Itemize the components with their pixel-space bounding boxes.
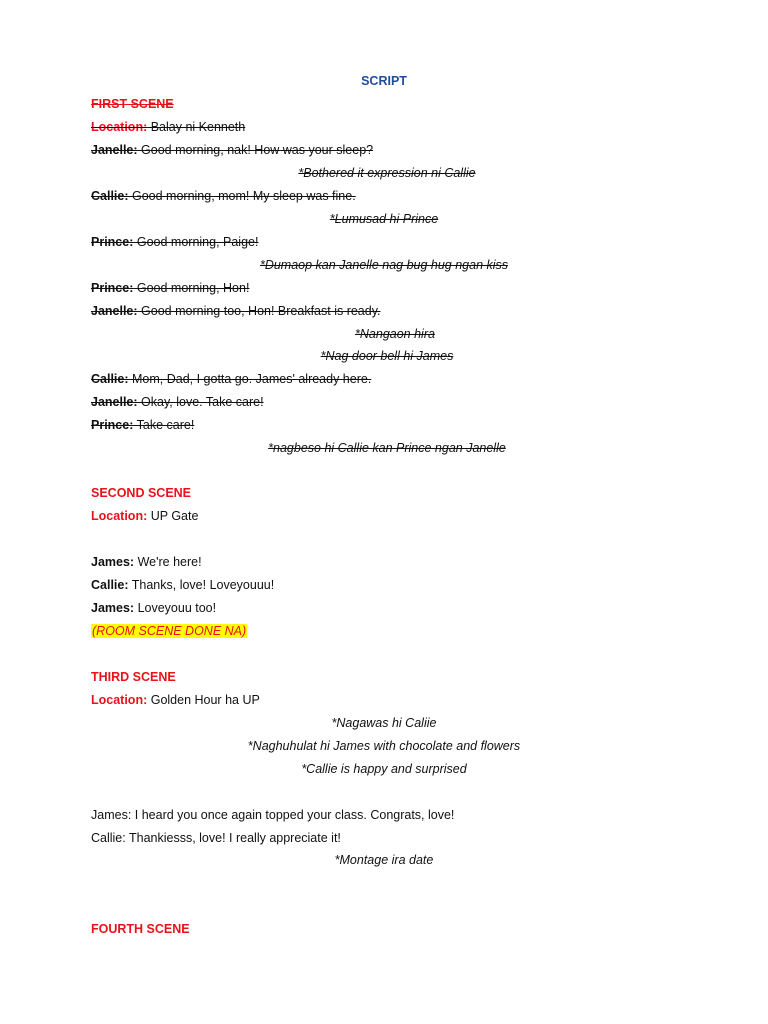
speaker-name: Prince: bbox=[91, 281, 134, 295]
third-scene-heading: THIRD SCENE bbox=[91, 670, 176, 684]
speaker-name: Callie: bbox=[91, 372, 129, 386]
dialogue-line bbox=[91, 371, 371, 387]
speaker-name: Janelle: bbox=[91, 304, 138, 318]
dialogue-line: James: I heard you once again topped your class. Congrats, love! bbox=[91, 808, 455, 822]
speaker-name: Callie: bbox=[91, 189, 129, 203]
dialogue-text: Okay, love. Take care! bbox=[137, 395, 264, 409]
stage-direction: *Dumaop kan Janelle nag bug hug ngan kiss bbox=[259, 258, 509, 272]
speaker-name: James: bbox=[91, 601, 135, 615]
stage-direction: *Nagawas hi Caliie bbox=[331, 716, 437, 730]
dialogue-line bbox=[91, 188, 356, 204]
location-value: Balay ni Kenneth bbox=[147, 120, 246, 134]
second-scene-location bbox=[91, 508, 198, 524]
stage-direction: *Nangaon hira bbox=[355, 327, 435, 341]
dialogue-line bbox=[91, 417, 194, 433]
highlighted-note bbox=[91, 623, 247, 639]
location-value: Golden Hour ha UP bbox=[147, 693, 260, 707]
dialogue-line bbox=[91, 394, 264, 410]
speaker-name: Janelle: bbox=[91, 143, 138, 157]
third-scene-location bbox=[91, 692, 260, 708]
stage-direction: *Lumusad hi Prince bbox=[329, 212, 439, 226]
location-label: Location: bbox=[91, 120, 148, 134]
room-scene-note: (ROOM SCENE DONE NA) bbox=[92, 624, 247, 638]
stage-direction: *Naghuhulat hi James with chocolate and flowers bbox=[247, 739, 521, 753]
first-scene-heading: FIRST SCENE bbox=[91, 97, 174, 111]
dialogue-text: Take care! bbox=[133, 418, 195, 432]
dialogue-line: Callie: Thankiesss, love! I really appreciate it! bbox=[91, 831, 341, 845]
speaker-name: Prince: bbox=[91, 235, 134, 249]
location-value: UP Gate bbox=[147, 509, 199, 523]
dialogue-line bbox=[91, 577, 274, 593]
speaker-name: Janelle: bbox=[91, 395, 138, 409]
script-title: SCRIPT bbox=[361, 74, 407, 88]
speaker-name: Prince: bbox=[91, 418, 134, 432]
dialogue-text: Loveyouu too! bbox=[134, 601, 217, 615]
dialogue-line bbox=[91, 554, 202, 570]
second-scene-heading: SECOND SCENE bbox=[91, 486, 192, 500]
dialogue-text: Good morning, nak! How was your sleep? bbox=[137, 143, 374, 157]
stage-direction: *Callie is happy and surprised bbox=[301, 762, 467, 776]
first-scene-location bbox=[91, 119, 245, 135]
speaker-name: James: bbox=[91, 555, 135, 569]
stage-direction: *Bothered it expression ni Callie bbox=[298, 166, 476, 180]
location-label: Location: bbox=[91, 509, 148, 523]
stage-direction: *Nag door bell hi James bbox=[320, 349, 454, 363]
location-label: Location: bbox=[91, 693, 148, 707]
dialogue-text: Mom, Dad, I gotta go. James' already here. bbox=[128, 372, 372, 386]
dialogue-line bbox=[91, 142, 373, 158]
dialogue-line bbox=[91, 280, 249, 296]
dialogue-text: We're here! bbox=[134, 555, 202, 569]
dialogue-line bbox=[91, 303, 381, 319]
stage-direction: *nagbeso hi Callie kan Prince ngan Janelle bbox=[268, 441, 506, 455]
dialogue-line bbox=[91, 234, 258, 250]
speaker-name: Callie: bbox=[91, 578, 129, 592]
dialogue-line bbox=[91, 600, 216, 616]
dialogue-text: Good morning, Hon! bbox=[133, 281, 250, 295]
fourth-scene-heading: FOURTH SCENE bbox=[91, 922, 190, 936]
dialogue-text: Thanks, love! Loveyouuu! bbox=[128, 578, 275, 592]
dialogue-text: Good morning, mom! My sleep was fine. bbox=[128, 189, 356, 203]
stage-direction: *Montage ira date bbox=[334, 853, 434, 867]
dialogue-text: Good morning, Paige! bbox=[133, 235, 259, 249]
dialogue-text: Good morning too, Hon! Breakfast is ready. bbox=[137, 304, 381, 318]
